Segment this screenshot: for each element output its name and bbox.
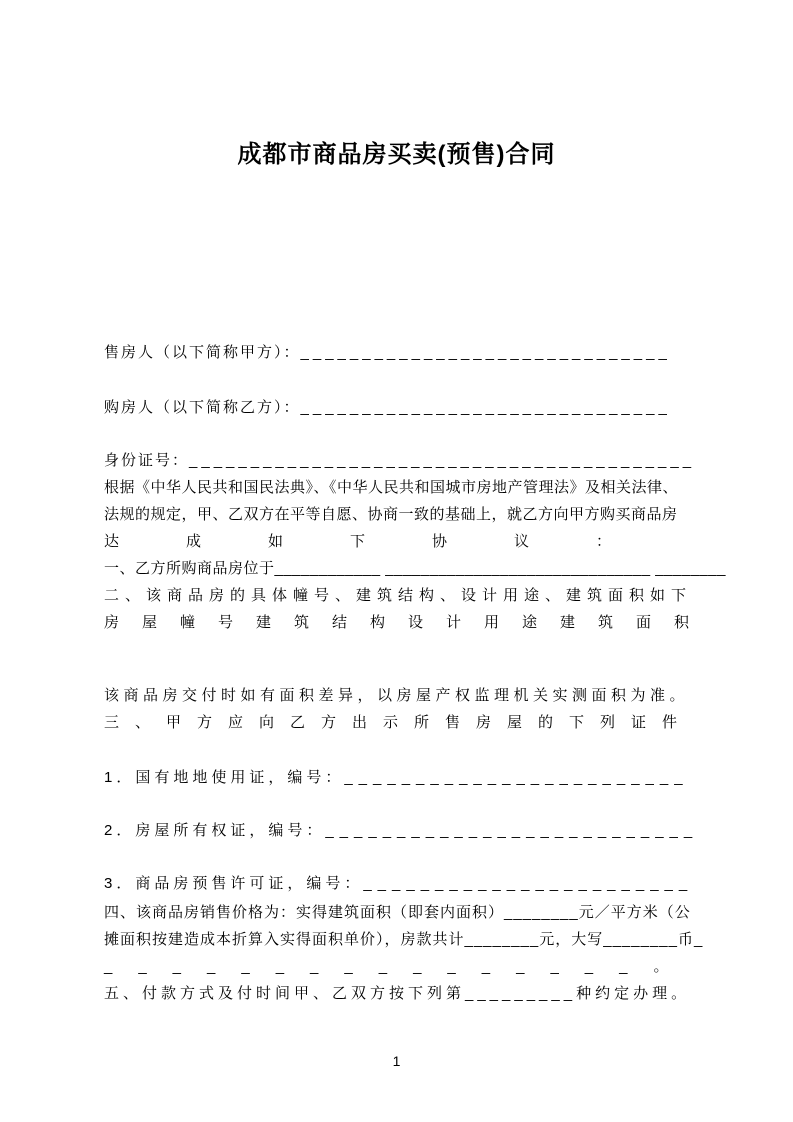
page-number: 1	[392, 1053, 401, 1069]
seller-line	[104, 339, 693, 366]
table-header-line: 房屋幢号建筑结构设计用途建筑面积	[104, 614, 713, 631]
buyer-name-blank: ______________________________	[300, 399, 671, 416]
clause-4-line-1: 四、该商品房销售价格为：实得建筑面积（即套内面积）________元／平方米（公	[104, 904, 691, 921]
certificate-line-2	[104, 817, 699, 844]
certificate-3-label: 3．商品房预售许可证，编号：	[104, 875, 364, 892]
clause-5-line: 五、付款方式及付时间甲、乙双方按下列第_________种约定办理。	[104, 985, 691, 1002]
preamble-line-1: 根据《中华人民共和国民法典》、《中华人民共和国城市房地产管理法》及相关法律、	[104, 479, 679, 496]
clause-1-line: 一、乙方所购商品房位于____________ ______________________________ ________	[104, 560, 726, 577]
document-title: 成都市商品房买卖(预售)合同	[237, 141, 556, 168]
seller-label: 售房人（以下简称甲方）：	[104, 344, 301, 361]
id-number-label: 身份证号：	[104, 452, 190, 469]
clause-4-line-2: 摊面积按建造成本折算入实得面积单价），房款共计________元，大写________币_	[104, 931, 704, 948]
buyer-label: 购房人（以下简称乙方）：	[104, 399, 301, 416]
id-number-line	[104, 447, 696, 474]
certificate-3-blank: _______________________	[363, 875, 694, 892]
seller-name-blank: ______________________________	[300, 344, 671, 361]
buyer-line	[104, 394, 693, 421]
area-difference-note-line: 该商品房交付时如有面积差异，以房屋产权监理机关实测面积为准。	[104, 687, 690, 704]
id-number-blank: _________________________________________	[189, 452, 696, 469]
preamble-line-2: 法规的规定，甲、乙双方在平等自愿、协商一致的基础上，就乙方向甲方购买商品房	[104, 506, 678, 523]
agreement-phrase-line: 达成如下协议：	[104, 533, 679, 550]
certificate-line-3	[104, 870, 693, 897]
clause-4-line-3: ________________。	[104, 958, 695, 975]
certificate-2-label: 2．房屋所有权证，编号：	[104, 822, 326, 839]
clause-2-line: 二、该商品房的具体幢号、建筑结构、设计用途、建筑面积如下	[104, 587, 693, 604]
certificate-2-blank: __________________________	[325, 822, 699, 839]
certificate-1-blank: ________________________	[344, 769, 689, 786]
certificate-line-1	[104, 764, 693, 791]
clause-3-line: 三、甲方应向乙方出示所售房屋的下列证件	[104, 714, 694, 731]
certificate-1-label: 1．国有地地使用证，编号：	[104, 769, 345, 786]
